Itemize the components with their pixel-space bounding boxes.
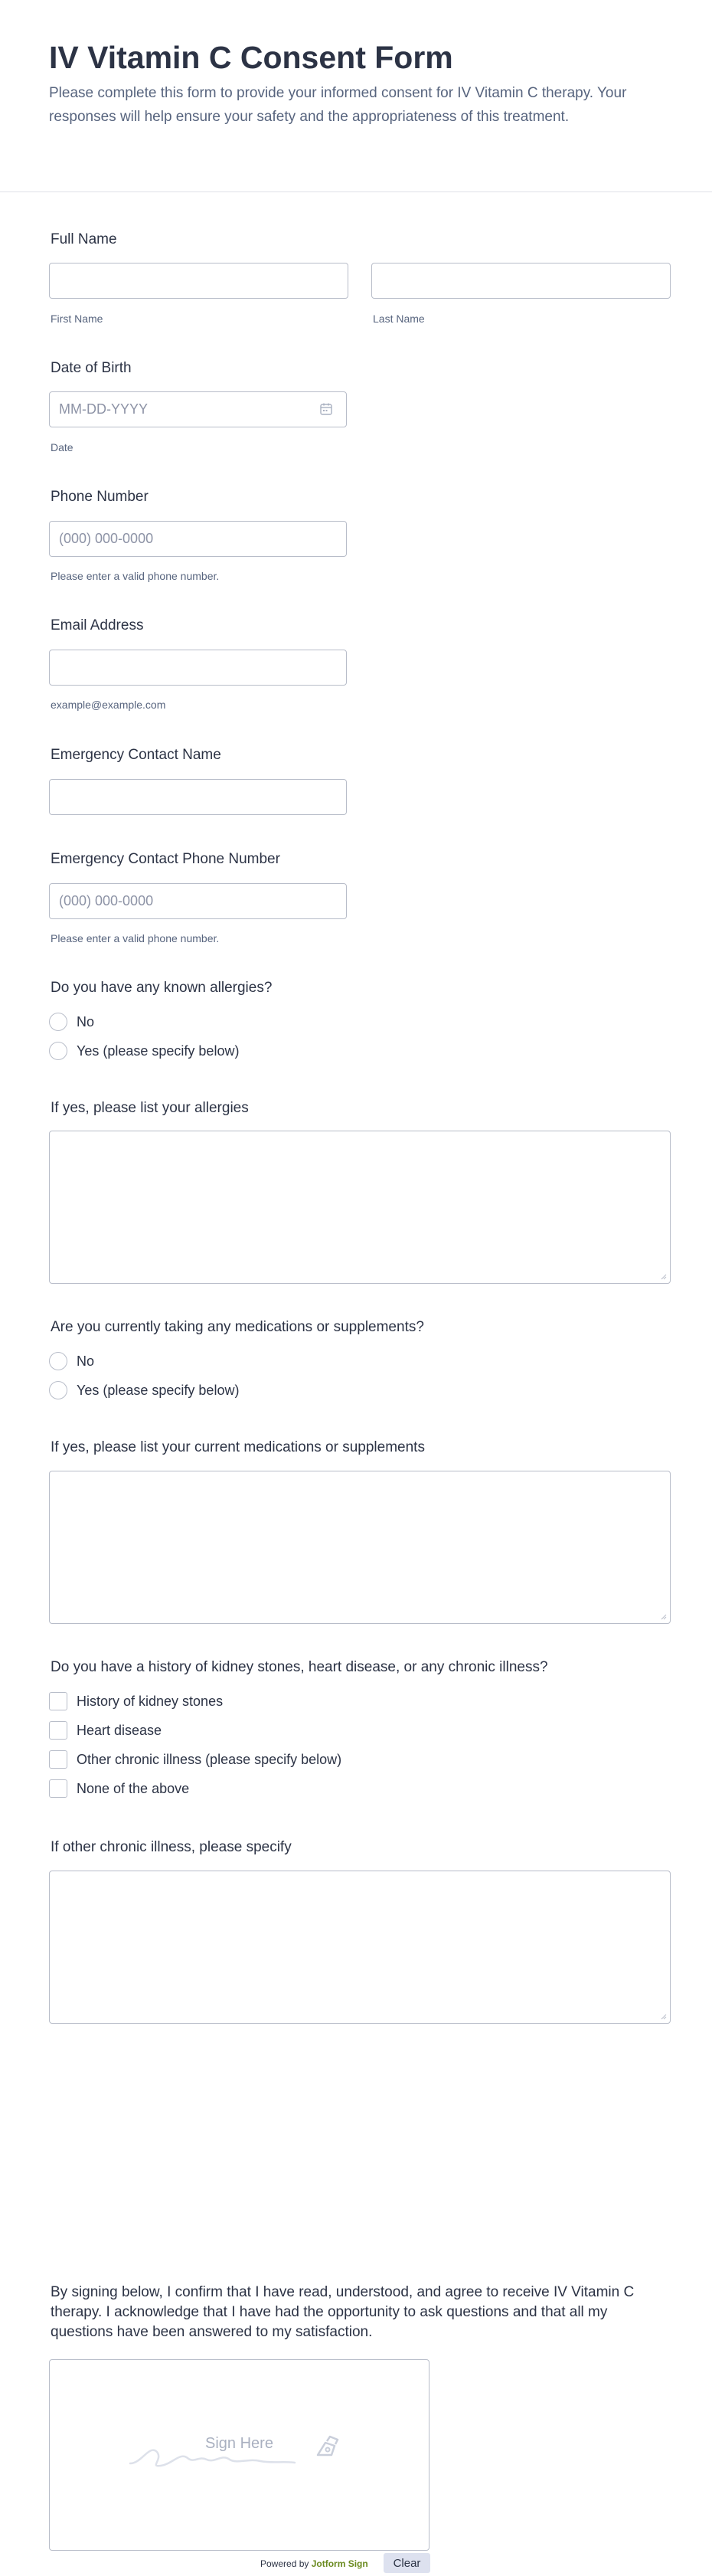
radio-button[interactable] (49, 1013, 67, 1031)
dob-sublabel: Date (51, 441, 73, 453)
phone-input[interactable] (49, 521, 347, 557)
powered-by-text: Powered by (260, 2558, 309, 2569)
radio-button[interactable] (49, 1352, 67, 1370)
email-label: Email Address (51, 617, 144, 633)
option-label: Yes (please specify below) (77, 1382, 240, 1398)
form-subtitle: Please complete this form to provide your informed consent for IV Vitamin C therapy. Your responses will help ensure your safety and the appropriateness of this treatment. (49, 85, 627, 125)
dob-label: Date of Birth (51, 360, 132, 376)
emergency-phone-label: Emergency Contact Phone Number (51, 851, 280, 867)
chronic-label: If other chronic illness, please specify (51, 1839, 292, 1855)
medications-option-yes[interactable] (49, 1380, 239, 1401)
powered-by (260, 2558, 368, 2569)
checkbox[interactable] (49, 1692, 67, 1710)
last-name-input[interactable] (371, 263, 671, 299)
allergies-option-no[interactable] (49, 1011, 94, 1033)
option-label: History of kidney stones (77, 1693, 224, 1709)
email-input[interactable] (49, 650, 347, 686)
form-title: IV Vitamin C Consent Form (49, 40, 453, 75)
option-label: Other chronic illness (please specify below) (77, 1751, 342, 1767)
phone-label: Phone Number (51, 489, 149, 505)
full-name-label: Full Name (51, 231, 117, 247)
option-label: No (77, 1013, 95, 1029)
pen-icon (310, 2435, 341, 2461)
resize-grip-icon[interactable] (661, 2014, 667, 2020)
emergency-phone-sublabel: Please enter a valid phone number. (51, 932, 220, 944)
checkbox[interactable] (49, 1779, 67, 1798)
first-name-input[interactable] (49, 263, 348, 299)
history-option-none[interactable] (49, 1778, 189, 1799)
first-name-sublabel: First Name (51, 313, 103, 325)
radio-button[interactable] (49, 1042, 67, 1060)
emergency-name-input[interactable] (49, 779, 347, 815)
checkbox[interactable] (49, 1750, 67, 1769)
history-option-heart-disease[interactable] (49, 1720, 162, 1741)
clear-signature-button[interactable]: Clear (384, 2553, 430, 2573)
resize-grip-icon[interactable] (661, 1274, 667, 1280)
resize-grip-icon[interactable] (661, 1614, 667, 1620)
emergency-name-label: Emergency Contact Name (51, 747, 221, 763)
medications-question: Are you currently taking any medications or supplements? (51, 1319, 424, 1335)
chronic-textarea[interactable] (49, 1871, 671, 2024)
medications-textarea[interactable] (49, 1471, 671, 1624)
history-option-kidney-stones[interactable] (49, 1691, 223, 1712)
history-question: Do you have a history of kidney stones, heart disease, or any chronic illness? (51, 1659, 548, 1675)
checkbox[interactable] (49, 1721, 67, 1740)
calendar-icon[interactable] (319, 402, 333, 416)
email-sublabel: example@example.com (51, 699, 166, 711)
form-header (0, 0, 712, 192)
allergies-list-label: If yes, please list your allergies (51, 1100, 249, 1116)
option-label: None of the above (77, 1780, 190, 1796)
last-name-sublabel: Last Name (373, 313, 425, 325)
dob-input[interactable] (49, 391, 347, 427)
allergies-option-yes[interactable] (49, 1040, 239, 1062)
phone-sublabel: Please enter a valid phone number. (51, 570, 220, 582)
option-label: Yes (please specify below) (77, 1043, 240, 1059)
medications-option-no[interactable] (49, 1350, 94, 1372)
allergies-question: Do you have any known allergies? (51, 980, 273, 996)
option-label: No (77, 1353, 95, 1369)
medications-list-label: If yes, please list your current medications or supplements (51, 1439, 425, 1455)
sign-here-text: Sign Here (205, 2435, 273, 2452)
radio-button[interactable] (49, 1381, 67, 1399)
signature-pad[interactable] (49, 2359, 429, 2551)
option-label: Heart disease (77, 1722, 162, 1738)
allergies-textarea[interactable] (49, 1131, 671, 1284)
emergency-phone-input[interactable] (49, 883, 347, 919)
jotform-sign-brand[interactable]: Jotform Sign (311, 2558, 368, 2569)
signature-statement: By signing below, I confirm that I have read, understood, and agree to receive IV Vitamin C therapy. I acknowledge that I have had the opportunity to ask questions and that all my questions have been answered to my satisfaction. (51, 2284, 635, 2340)
history-option-other-chronic[interactable] (49, 1749, 341, 1770)
